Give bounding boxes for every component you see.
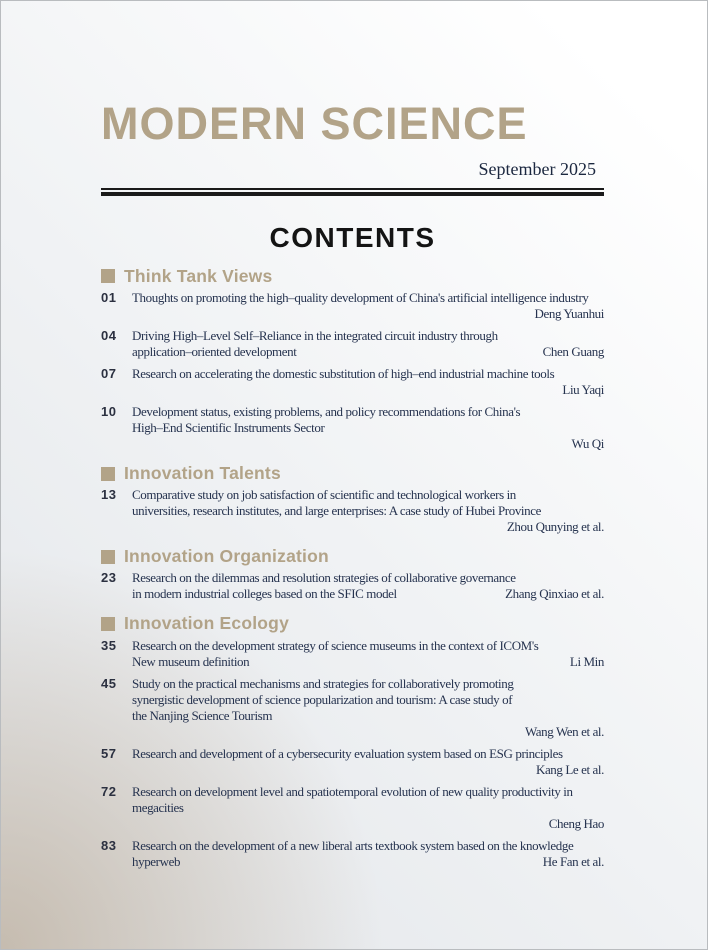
entry-body [132, 328, 604, 360]
table-of-contents [101, 267, 604, 870]
entry-body [132, 570, 604, 602]
entry-body [132, 290, 604, 322]
section-square-icon [101, 467, 115, 481]
entry-author: Zhang Qinxiao et al. [505, 586, 604, 602]
section-label: Innovation Ecology [124, 613, 289, 634]
toc-entry [101, 784, 604, 832]
section-header [101, 547, 604, 566]
page-number: 45 [101, 675, 117, 691]
issue-date: September 2025 [478, 158, 596, 179]
page-number: 23 [101, 570, 117, 586]
entry-title-line: Driving High–Level Self–Reliance in the integrated circuit industry through [132, 327, 498, 343]
toc-entry [101, 746, 604, 778]
contents-heading: CONTENTS [269, 221, 436, 253]
entry-title-line: Study on the practical mechanisms and strategies for collaboratively promoting [132, 675, 514, 691]
entry-title-line: Research on development level and spatiotemporal evolution of new quality productivity in [132, 783, 573, 799]
page-number: 83 [101, 837, 117, 853]
entry-title-line: hyperweb [132, 853, 181, 869]
section-header [101, 267, 604, 286]
section-innovation-ecology [101, 614, 604, 869]
entry-title-line: the Nanjing Science Tourism [132, 707, 273, 723]
toc-entry [101, 290, 604, 322]
entry-body [132, 366, 604, 398]
entry-author: Wang Wen et al. [524, 723, 604, 739]
entry-title-line: Research on the development of a new liberal arts textbook system based on the knowledge [132, 837, 574, 853]
double-rule [101, 188, 604, 196]
entry-author: Cheng Hao [548, 815, 604, 831]
toc-entry [101, 638, 604, 670]
entry-title-line: Comparative study on job satisfaction of scientific and technological workers in [132, 487, 516, 503]
masthead [101, 98, 604, 196]
entry-author: Chen Guang [542, 343, 604, 359]
entry-title-line: Research and development of a cybersecurity evaluation system based on ESG principles [132, 745, 563, 761]
entry-title-line: Development status, existing problems, and policy recommendations for China's [132, 403, 521, 419]
section-label: Innovation Organization [124, 546, 329, 567]
entry-title-line: megacities [132, 799, 184, 815]
toc-entry [101, 328, 604, 360]
entry-title-line: New museum definition [132, 653, 250, 669]
section-think-tank-views [101, 267, 604, 452]
entry-title-line-with-author [132, 586, 604, 602]
section-header [101, 614, 604, 633]
toc-entry [101, 838, 604, 870]
entry-author: Deng Yuanhui [534, 305, 604, 321]
page-number: 10 [101, 403, 117, 419]
page-number: 72 [101, 783, 117, 799]
section-header [101, 464, 604, 483]
journal-title: MODERN SCIENCE [101, 98, 528, 149]
page-number: 04 [101, 327, 117, 343]
entry-body [132, 638, 604, 670]
toc-entry [101, 676, 604, 740]
entry-author: Zhou Qunying et al. [506, 519, 604, 535]
entry-author: Li Min [569, 653, 604, 669]
entry-title-line: Thoughts on promoting the high–quality development of China's artificial intelligence industry [132, 289, 589, 305]
page-content [1, 1, 707, 870]
entry-author: Wu Qi [571, 435, 604, 451]
entry-title-line-with-author [132, 344, 604, 360]
section-square-icon [101, 617, 115, 631]
entry-title-line-with-author [132, 854, 604, 870]
entry-title-line: Research on the dilemmas and resolution strategies of collaborative governance [132, 570, 516, 586]
entry-title-line: synergistic development of science popularization and tourism: A case study of [132, 691, 513, 707]
entry-body [132, 784, 604, 832]
entry-body [132, 838, 604, 870]
entry-body [132, 404, 604, 452]
section-innovation-organization [101, 547, 604, 602]
page-number: 13 [101, 487, 117, 503]
entry-body [132, 676, 604, 740]
entry-body [132, 746, 604, 778]
entry-title-line: universities, research institutes, and large enterprises: A case study of Hubei Province [132, 503, 541, 519]
entry-body [132, 487, 604, 535]
toc-entry [101, 366, 604, 398]
page-number: 57 [101, 745, 117, 761]
entry-title-line: Research on the development strategy of science museums in the context of ICOM's [132, 637, 539, 653]
entry-title-line-with-author [132, 654, 604, 670]
entry-title-line: in modern industrial colleges based on the SFIC model [132, 586, 397, 602]
entry-author: He Fan et al. [542, 853, 604, 869]
toc-entry [101, 570, 604, 602]
entry-author: Liu Yaqi [562, 381, 604, 397]
page-number: 01 [101, 289, 117, 305]
section-innovation-talents [101, 464, 604, 535]
entry-title-line: application–oriented development [132, 343, 297, 359]
page-number: 35 [101, 637, 117, 653]
page-number: 07 [101, 365, 117, 381]
toc-entry [101, 487, 604, 535]
entry-title-line: Research on accelerating the domestic substitution of high–end industrial machine tools [132, 365, 555, 381]
section-square-icon [101, 269, 115, 283]
toc-entry [101, 404, 604, 452]
section-square-icon [101, 550, 115, 564]
section-label: Innovation Talents [124, 462, 281, 483]
entry-title-line: High–End Scientific Instruments Sector [132, 419, 325, 435]
entry-author: Kang Le et al. [535, 761, 604, 777]
section-label: Think Tank Views [124, 265, 273, 286]
